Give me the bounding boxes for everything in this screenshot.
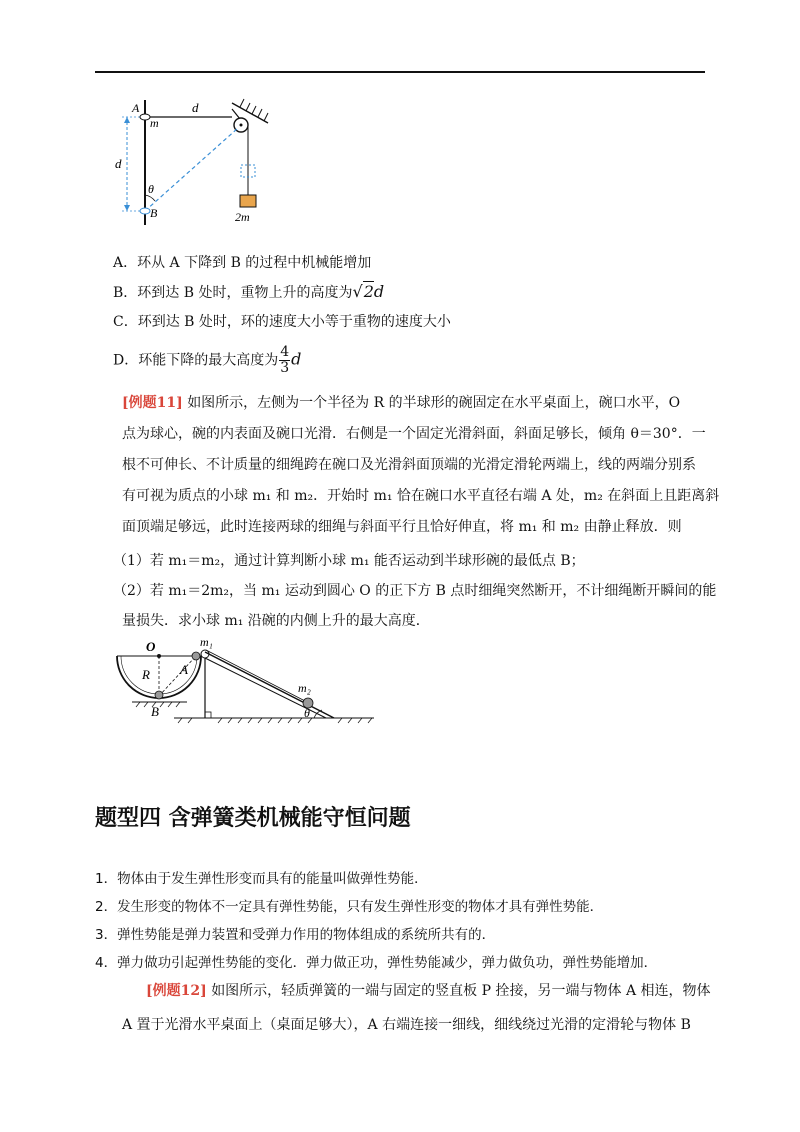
label-m2: m₂	[298, 681, 311, 695]
example12-line-2: A 置于光滑水平桌面上（桌面足够大），A 右端连接一细线，细线绕过光滑的定滑轮与物体 B	[122, 1017, 691, 1033]
var-d: d	[373, 282, 385, 301]
example12-line-1: [例题12] 如图所示，轻质弹簧的一端与固定的竖直板 P 拴接，另一端与物体 A 相连，物体	[146, 983, 711, 999]
example11-line-1: [例题11] 如图所示，左侧为一个半径为 R 的半球形的碗固定在水平桌面上，碗口水平，O	[122, 395, 681, 411]
option-a: A．环从 A 下降到 B 的过程中机械能增加	[113, 255, 372, 271]
point-1: 1．物体由于发生弹性形变而具有的能量叫做弹性势能．	[95, 871, 428, 887]
ball-m1-at-B	[155, 691, 163, 699]
incline-top	[205, 652, 334, 718]
figure-bowl-incline	[112, 636, 377, 728]
weight-2m	[240, 195, 256, 207]
example11-line-4: 有可视为质点的小球 m₁ 和 m₂．开始时 m₁ 恰在碗口水平直径右端 A 处，m₂ 在斜面上且距离斜	[122, 488, 720, 504]
point-3: 3．弹性势能是弹力装置和受弹力作用的物体组成的系统所共有的．	[95, 927, 496, 943]
fraction: $\frac{4}{3}$	[280, 344, 290, 376]
section-title: 题型四 含弹簧类机械能守恒问题	[95, 806, 411, 831]
ring-at-B	[140, 208, 150, 214]
label-theta: θ	[148, 182, 154, 196]
point-2: 2．发生形变的物体不一定具有弹性势能，只有发生弹性形变的物体才具有弹性势能．	[95, 899, 604, 915]
example11-line-5: 面顶端足够远，此时连接两球的细绳与斜面平行且恰好伸直，将 m₁ 和 m₂ 由静止释放．则	[122, 519, 682, 535]
label-theta-2: θ	[304, 706, 310, 720]
label-A-2: A	[180, 662, 188, 677]
label-m: m	[150, 116, 159, 130]
example11-tag: [例题11]	[122, 395, 183, 411]
label-A: A	[132, 101, 140, 115]
label-B: B	[150, 206, 158, 220]
option-c: C．环到达 B 处时，环的速度大小等于重物的速度大小	[113, 314, 451, 330]
diagonal-dashed-rope	[145, 128, 238, 211]
example11-question-2-line-1: （2）若 m₁＝2m₂，当 m₁ 运动到圆心 O 的正下方 B 点时细绳突然断开，不计细绳断开瞬间的能	[113, 583, 717, 599]
label-2m: 2m	[235, 210, 250, 224]
example12-tag: [例题12]	[146, 983, 207, 999]
figure-ring-pulley	[110, 95, 280, 230]
label-d-top: d	[192, 100, 199, 115]
label-B-2: B	[151, 704, 159, 719]
point-4: 4．弹力做功引起弹性势能的变化．弹力做正功，弹性势能减少，弹力做负功，弹性势能增加．	[95, 955, 658, 971]
example11-line-2: 点为球心，碗的内表面及碗口光滑．右侧是一个固定光滑斜面，斜面足够长，倾角 θ＝30°．一	[122, 426, 706, 442]
sqrt-radicand: 2	[363, 282, 374, 301]
header-rule	[95, 71, 705, 73]
ball-m1-at-A	[192, 652, 200, 660]
example11-question-2-line-2: 量损失．求小球 m₁ 沿碗的内侧上升的最大高度．	[122, 613, 430, 629]
label-O: O	[146, 639, 156, 654]
option-d: D．环能下降的最大高度为 $\frac{4}{3}$ d	[113, 344, 302, 376]
label-m1: m₁	[200, 636, 213, 649]
label-R: R	[142, 667, 150, 682]
example11-line-3: 根不可伸长、不计质量的细绳跨在碗口及光滑斜面顶端的光滑定滑轮两端上，线的两端分别系	[122, 457, 696, 473]
option-b: B．环到达 B 处时，重物上升的高度为√2d	[113, 282, 385, 301]
example11-question-1: （1）若 m₁＝m₂，通过计算判断小球 m₁ 能否运动到半球形碗的最低点 B；	[113, 553, 585, 569]
ring-at-A	[140, 114, 150, 120]
sqrt-sign: √	[352, 282, 363, 301]
label-d-side: d	[115, 156, 122, 171]
